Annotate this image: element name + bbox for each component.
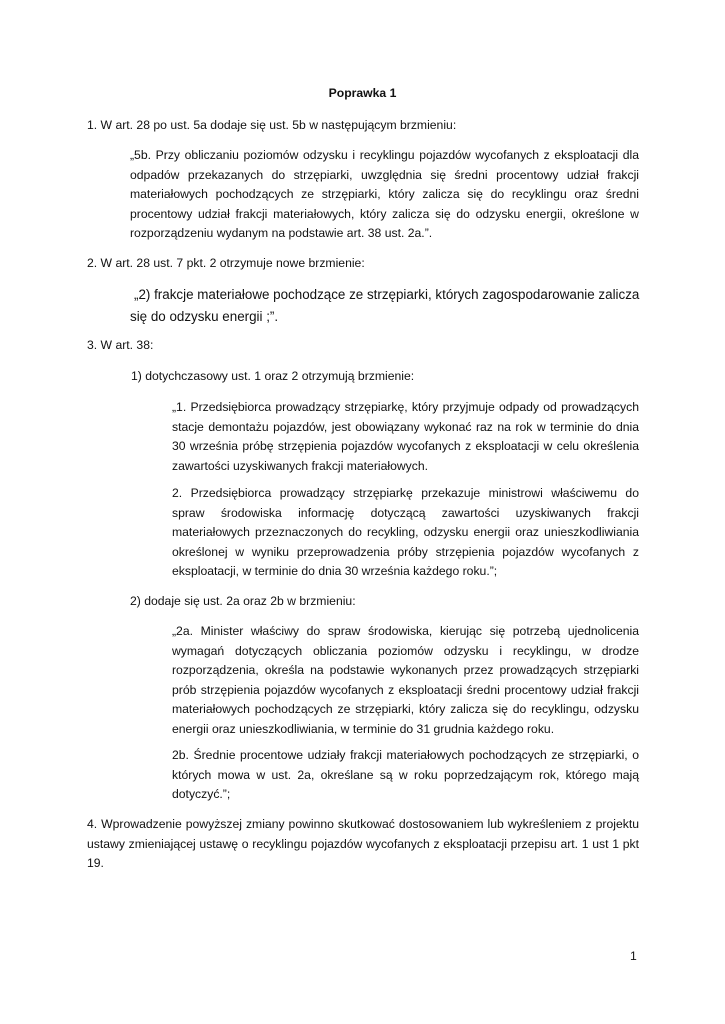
- amendment-title: Poprawka 1: [328, 86, 397, 100]
- item-1-quote: „5b. Przy obliczaniu poziomów odzysku i recyklingu pojazdów wycofanych z eksploatacji dla odpadów przekazanych do strzępiarki, uwzględnia się średni procentowy udział frakcji materiałowych pochodzących ze strzępiarki, który zalicza się do recyklingu oraz średni procentowy udział frakcji materiałowych, który zalicza się do odzysku energii, określone w rozporządzeniu wydanym na podstawie art. 38 ust. 2a.”.: [130, 148, 639, 240]
- item-3-heading: 3. W art. 38:: [87, 338, 154, 352]
- item-3-point-2-ust-2a: „2a. Minister właściwy do spraw środowiska, kierując się potrzebą ujednolicenia wymagań dotyczących obliczania poziomów odzysku i recyklingu, w drodze rozporządzenia, określa na podstawie wykonanych przez prowadzących strzępiarki prób strzępienia pojazdów wycofanych z eksploatacji średni procentowy udział frakcji materiałowych pochodzących ze strzępiarki, który zalicza się do recyklingu, odzysku energii oraz unieszkodliwiania, w terminie do 31 grudnia każdego roku.: [172, 624, 639, 736]
- item-2-heading: 2. W art. 28 ust. 7 pkt. 2 otrzymuje nowe brzmienie:: [87, 256, 365, 270]
- item-3-point-1: 1) dotychczasowy ust. 1 oraz 2 otrzymują brzmienie:: [131, 369, 415, 383]
- item-3-point-1-ust-2: 2. Przedsiębiorca prowadzący strzępiarkę przekazuje ministrowi właściwemu do spraw środowiska informację dotyczącą zawartości uzyskiwanych frakcji materiałowych przeznaczonych do recykling, odzysku energii oraz unieszkodliwiania określonej w wyniku przeprowadzenia próby strzępienia pojazdów wycofanych z eksploatacji, w terminie do dnia 30 września każdego roku.”;: [172, 486, 639, 578]
- item-3-point-2-ust-2b: 2b. Średnie procentowe udziały frakcji materiałowych pochodzących ze strzępiarki, o których mowa w ust. 2a, określane są w roku poprzedzającym rok, którego mają dotyczyć.”;: [172, 748, 639, 801]
- item-4-paragraph: 4. Wprowadzenie powyższej zmiany powinno skutkować dostosowaniem lub wykreśleniem z projektu ustawy zmieniającej ustawę o recyklingu pojazdów wycofanych z eksploatacji przepisu art. 1 ust 1 pkt 19.: [87, 817, 639, 870]
- item-3-point-2: 2) dodaje się ust. 2a oraz 2b w brzmieniu:: [130, 594, 356, 608]
- item-2-quote: „2) frakcje materiałowe pochodzące ze strzępiarki, których zagospodarowanie zalicza się do odzysku energii ;”.: [130, 287, 640, 324]
- item-3-point-1-ust-1: „1. Przedsiębiorca prowadzący strzępiarkę, który przyjmuje odpady od prowadzących stacje demontażu pojazdów, jest obowiązany wykonać raz na rok w terminie do dnia 30 września próbę strzępienia pojazdów wycofanych z eksploatacji w celu określenia zawartości uzyskiwanych frakcji materiałowych.: [172, 400, 639, 473]
- item-1-heading: 1. W art. 28 po ust. 5a dodaje się ust. 5b w następującym brzmieniu:: [87, 118, 457, 132]
- page-number: 1: [630, 949, 637, 963]
